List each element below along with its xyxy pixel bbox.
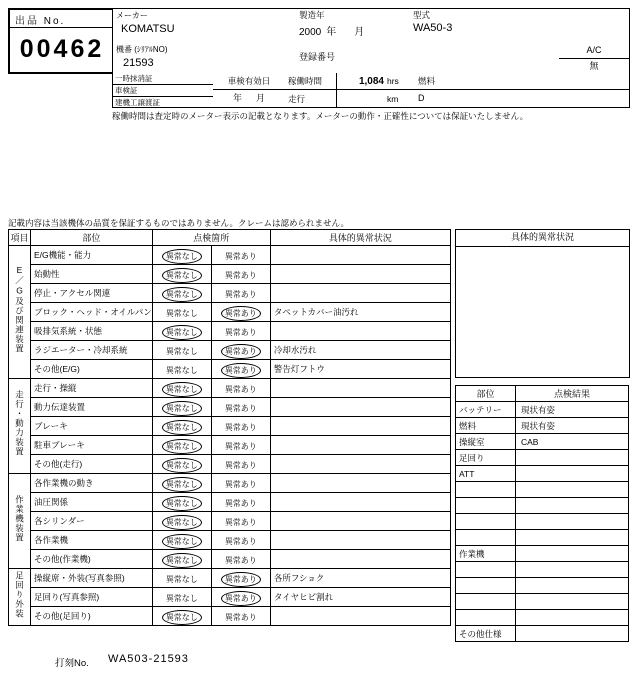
group-label: E／G及び関連装置 (14, 265, 25, 354)
result-part (456, 482, 516, 498)
result-value (516, 514, 629, 530)
part-cell: 始動性 (31, 265, 153, 284)
result-part (456, 594, 516, 610)
result-part (456, 514, 516, 530)
result-value (516, 578, 629, 594)
registration-cell (285, 43, 560, 74)
result-row (456, 594, 629, 610)
inspection-row (9, 436, 451, 455)
result-row (456, 402, 629, 418)
check-option-ari: 異常あり (221, 363, 261, 378)
hours-unit: hrs (387, 76, 399, 86)
part-cell: その他(足回り) (31, 607, 153, 626)
result-part: ATT (456, 466, 516, 482)
check-cell (211, 322, 270, 341)
mfg-year-value (285, 23, 401, 38)
mileage-label: 走行 (285, 90, 337, 107)
check-cell (211, 588, 270, 607)
result-value (516, 466, 629, 482)
hours-mileage-cell (285, 73, 414, 107)
registration-label: 登録番号 (299, 52, 336, 62)
check-option-ari: 異常あり (224, 442, 257, 451)
check-option-nashi: 異常なし (162, 268, 202, 283)
check-cell (152, 569, 211, 588)
detail-cell: 警告灯フトウ (270, 360, 450, 379)
ac-cell (559, 43, 629, 74)
inspection-row (9, 512, 451, 531)
detail-cell (270, 265, 450, 284)
check-cell (211, 360, 270, 379)
shaken-cell (213, 73, 286, 107)
inspection-row (9, 474, 451, 493)
group-cell-workequipment (9, 474, 31, 569)
check-option-nashi: 異常なし (162, 534, 202, 549)
check-option-nashi: 異常なし (165, 575, 198, 584)
check-option-ari: 異常あり (224, 423, 257, 432)
hours-row (285, 73, 413, 90)
check-option-nashi: 異常なし (165, 347, 198, 356)
exhibit-number-value: 00462 (19, 35, 105, 63)
check-cell (152, 398, 211, 417)
result-value: 現状有姿 (516, 418, 629, 434)
stamp-number-value: WA503-21593 (108, 653, 189, 665)
shaken-label: 車検有効日 (213, 73, 285, 90)
shaken-value (213, 90, 285, 107)
detail-cell: 冷却水汚れ (270, 341, 450, 360)
detail-cell (270, 417, 450, 436)
col-header-part: 部位 (31, 230, 153, 246)
check-cell (152, 265, 211, 284)
result-value: CAB (516, 434, 629, 450)
serial-cell (113, 43, 286, 74)
detail-cell: 各所フショク (270, 569, 450, 588)
mfg-month-char: 月 (354, 27, 365, 38)
shaken-year-char: 年 (232, 93, 242, 103)
check-option-nashi: 異常なし (165, 366, 198, 375)
check-option-nashi: 異常なし (162, 287, 202, 302)
inspection-row (9, 398, 451, 417)
check-option-ari: 異常あり (224, 480, 257, 489)
ac-value: 無 (589, 61, 599, 71)
part-cell: 各作業機 (31, 531, 153, 550)
result-row (456, 530, 629, 546)
part-cell: E/G機能・能力 (31, 246, 153, 265)
check-cell (152, 455, 211, 474)
check-cell (152, 474, 211, 493)
inspection-row (9, 550, 451, 569)
check-cell (152, 360, 211, 379)
part-cell: 停止・アクセル関連 (31, 284, 153, 303)
doc-temporary-deregistration: 一時抹消証 (113, 73, 213, 85)
part-cell: 吸排気系統・状態 (31, 322, 153, 341)
model-cell (401, 9, 629, 44)
part-cell: その他(作業機) (31, 550, 153, 569)
result-col-part: 部位 (456, 386, 516, 402)
result-part (456, 562, 516, 578)
check-cell (211, 607, 270, 626)
inspection-row (9, 360, 451, 379)
detail-cell (270, 550, 450, 569)
result-row (456, 514, 629, 530)
check-option-nashi: 異常なし (162, 325, 202, 340)
part-cell: 足回り(写真参照) (31, 588, 153, 607)
mileage-value (337, 90, 387, 107)
check-cell (211, 417, 270, 436)
col-header-item: 項目 (9, 230, 31, 246)
inspection-row (9, 265, 451, 284)
result-value (516, 530, 629, 546)
hours-value: 1,084 (358, 75, 384, 87)
check-cell (211, 398, 270, 417)
check-option-ari: 異常あり (224, 461, 257, 470)
detail-cell (270, 246, 450, 265)
result-header-row (456, 386, 629, 402)
part-cell: その他(E/G) (31, 360, 153, 379)
inspection-row (9, 531, 451, 550)
check-cell (152, 303, 211, 322)
check-cell (211, 455, 270, 474)
stamp-number-label: 打刻No. (55, 658, 89, 669)
result-part: 操縦室 (456, 434, 516, 450)
part-cell: ブレーキ (31, 417, 153, 436)
inspection-row (9, 322, 451, 341)
result-value (516, 626, 629, 642)
check-option-nashi: 異常なし (162, 382, 202, 397)
result-table-wrap (455, 385, 629, 642)
result-row (456, 578, 629, 594)
check-cell (152, 607, 211, 626)
part-cell: 各作業機の動き (31, 474, 153, 493)
check-cell (152, 284, 211, 303)
mileage-row (285, 90, 413, 107)
ac-label: A/C (559, 43, 629, 59)
group-cell-undercarriage (9, 569, 31, 626)
detail-cell (270, 322, 450, 341)
check-option-ari: 異常あり (224, 556, 257, 565)
check-option-ari: 異常あり (221, 306, 261, 321)
quality-disclaimer: 記載内容は当該機体の品質を保証するものではありません。クレームは認められません。 (8, 218, 350, 228)
detail-cell (270, 531, 450, 550)
part-cell: 駐車ブレーキ (31, 436, 153, 455)
fuel-label: 燃料 (413, 73, 629, 90)
result-value (516, 594, 629, 610)
group-cell-drivetrain (9, 379, 31, 474)
check-cell (211, 493, 270, 512)
check-cell (211, 531, 270, 550)
result-part: 燃料 (456, 418, 516, 434)
check-cell (152, 341, 211, 360)
check-cell (211, 284, 270, 303)
header-grid (112, 8, 630, 108)
result-part (456, 610, 516, 626)
result-value (516, 450, 629, 466)
check-cell (152, 436, 211, 455)
mfg-year-cell (285, 9, 402, 44)
hours-label: 稼働時間 (285, 73, 337, 89)
result-part: その他仕様 (456, 626, 516, 642)
check-cell (211, 569, 270, 588)
part-cell: 油圧関係 (31, 493, 153, 512)
check-cell (211, 474, 270, 493)
result-value (516, 498, 629, 514)
check-cell (211, 341, 270, 360)
exhibit-number-box (8, 8, 116, 74)
inspection-row (9, 284, 451, 303)
check-option-ari: 異常あり (221, 591, 261, 606)
part-cell: 動力伝達装置 (31, 398, 153, 417)
check-option-nashi: 異常なし (162, 477, 202, 492)
check-option-ari: 異常あり (221, 572, 261, 587)
check-option-ari: 異常あり (224, 518, 257, 527)
check-option-nashi: 異常なし (162, 458, 202, 473)
col-header-check: 点検箇所 (152, 230, 270, 246)
group-label: 足回り外装 (14, 570, 25, 619)
check-option-nashi: 異常なし (165, 309, 198, 318)
part-cell: 走行・操縦 (31, 379, 153, 398)
inspection-row (9, 569, 451, 588)
check-cell (211, 550, 270, 569)
check-cell (152, 379, 211, 398)
check-option-nashi: 異常なし (162, 249, 202, 264)
part-cell: 各シリンダー (31, 512, 153, 531)
group-label: 作業機装置 (14, 494, 25, 543)
result-part (456, 530, 516, 546)
part-cell: 操縦席・外装(写真参照) (31, 569, 153, 588)
detail-cell (270, 607, 450, 626)
model-label: 型式 (413, 10, 431, 20)
check-option-ari: 異常あり (224, 290, 257, 299)
group-label: 走行・動力装置 (14, 390, 25, 457)
check-option-ari: 異常あり (224, 499, 257, 508)
inspection-table-wrap (8, 229, 451, 626)
doc-vehicle-inspection: 車検証 (113, 85, 213, 97)
check-cell (152, 550, 211, 569)
check-option-nashi: 異常なし (165, 594, 198, 603)
detail-cell (270, 455, 450, 474)
check-option-ari: 異常あり (224, 537, 257, 546)
check-cell (211, 246, 270, 265)
result-table (455, 385, 629, 642)
serial-value: 21593 (123, 57, 154, 69)
check-cell (211, 512, 270, 531)
inspection-row (9, 417, 451, 436)
inspection-row (9, 588, 451, 607)
check-cell (211, 436, 270, 455)
inspection-row (9, 303, 451, 322)
part-cell: ブロック・ヘッド・オイルパン (31, 303, 153, 322)
abnormality-detail-box (455, 229, 630, 378)
check-option-ari: 異常あり (224, 385, 257, 394)
result-row (456, 418, 629, 434)
detail-cell (270, 284, 450, 303)
maker-label: メーカー (116, 11, 148, 20)
exhibit-number-label: 出品 No. (10, 10, 114, 28)
check-cell (152, 246, 211, 265)
detail-cell (270, 398, 450, 417)
check-option-ari: 異常あり (224, 613, 257, 622)
result-row (456, 610, 629, 626)
maker-cell (113, 9, 286, 44)
shaken-month-char: 月 (256, 93, 266, 103)
mfg-year-char: 年 (326, 27, 337, 38)
result-part: 作業機 (456, 546, 516, 562)
check-option-ari: 異常あり (224, 328, 257, 337)
check-option-nashi: 異常なし (162, 496, 202, 511)
result-value (516, 562, 629, 578)
inspection-row (9, 341, 451, 360)
result-value (516, 610, 629, 626)
detail-cell (270, 379, 450, 398)
group-cell-engine (9, 246, 31, 379)
fuel-cell (413, 73, 629, 107)
check-option-nashi: 異常なし (162, 420, 202, 435)
result-row (456, 466, 629, 482)
inspection-row (9, 379, 451, 398)
inspection-header-row (9, 230, 451, 246)
check-option-ari: 異常あり (224, 404, 257, 413)
col-header-detail: 具体的異常状況 (270, 230, 450, 246)
result-value: 現状有姿 (516, 402, 629, 418)
detail-cell (270, 474, 450, 493)
result-row (456, 450, 629, 466)
check-cell (211, 303, 270, 322)
mfg-year-number: 2000 (299, 27, 322, 38)
serial-label: 機番 (ｼﾘｱﾙNO) (116, 45, 168, 54)
detail-cell (270, 436, 450, 455)
doc-transfer-certificate: 建機工譲渡証 (115, 98, 160, 107)
maker-value: KOMATSU (121, 23, 175, 35)
check-option-nashi: 異常なし (162, 553, 202, 568)
result-row (456, 482, 629, 498)
inspection-row (9, 493, 451, 512)
result-row (456, 434, 629, 450)
check-option-ari: 異常あり (224, 271, 257, 280)
check-cell (211, 265, 270, 284)
result-value (516, 482, 629, 498)
check-option-ari: 異常あり (221, 344, 261, 359)
check-option-ari: 異常あり (224, 252, 257, 261)
inspection-row (9, 246, 451, 265)
check-cell (152, 512, 211, 531)
result-part (456, 578, 516, 594)
abnormality-detail-title: 具体的異常状況 (456, 230, 629, 247)
mileage-unit: km (387, 93, 399, 104)
result-col-result: 点検結果 (516, 386, 629, 402)
check-option-nashi: 異常なし (162, 401, 202, 416)
check-cell (211, 379, 270, 398)
inspection-table (8, 229, 451, 626)
result-part: 足回り (456, 450, 516, 466)
check-cell (152, 322, 211, 341)
inspection-row (9, 455, 451, 474)
result-part: バッテリー (456, 402, 516, 418)
detail-cell: タイヤヒビ割れ (270, 588, 450, 607)
result-value (516, 546, 629, 562)
check-cell (152, 417, 211, 436)
result-row (456, 546, 629, 562)
part-cell: ラジエーター・冷却系統 (31, 341, 153, 360)
fuel-value: D (418, 93, 425, 103)
result-part (456, 498, 516, 514)
model-value: WA50-3 (413, 22, 453, 34)
inspection-row (9, 607, 451, 626)
result-row (456, 562, 629, 578)
detail-cell (270, 512, 450, 531)
check-cell (152, 531, 211, 550)
documents-cell (113, 73, 214, 107)
check-option-nashi: 異常なし (162, 439, 202, 454)
mfg-year-label: 製造年 (299, 10, 325, 20)
detail-cell (270, 493, 450, 512)
result-row (456, 498, 629, 514)
meter-note: 稼働時間は査定時のメーター表示の記載となります。メーターの動作・正確性については保証いたしません。 (112, 111, 529, 121)
check-cell (152, 493, 211, 512)
check-option-nashi: 異常なし (162, 610, 202, 625)
check-option-nashi: 異常なし (162, 515, 202, 530)
result-row (456, 626, 629, 642)
check-cell (152, 588, 211, 607)
detail-cell: タペットカバー油汚れ (270, 303, 450, 322)
part-cell: その他(走行) (31, 455, 153, 474)
